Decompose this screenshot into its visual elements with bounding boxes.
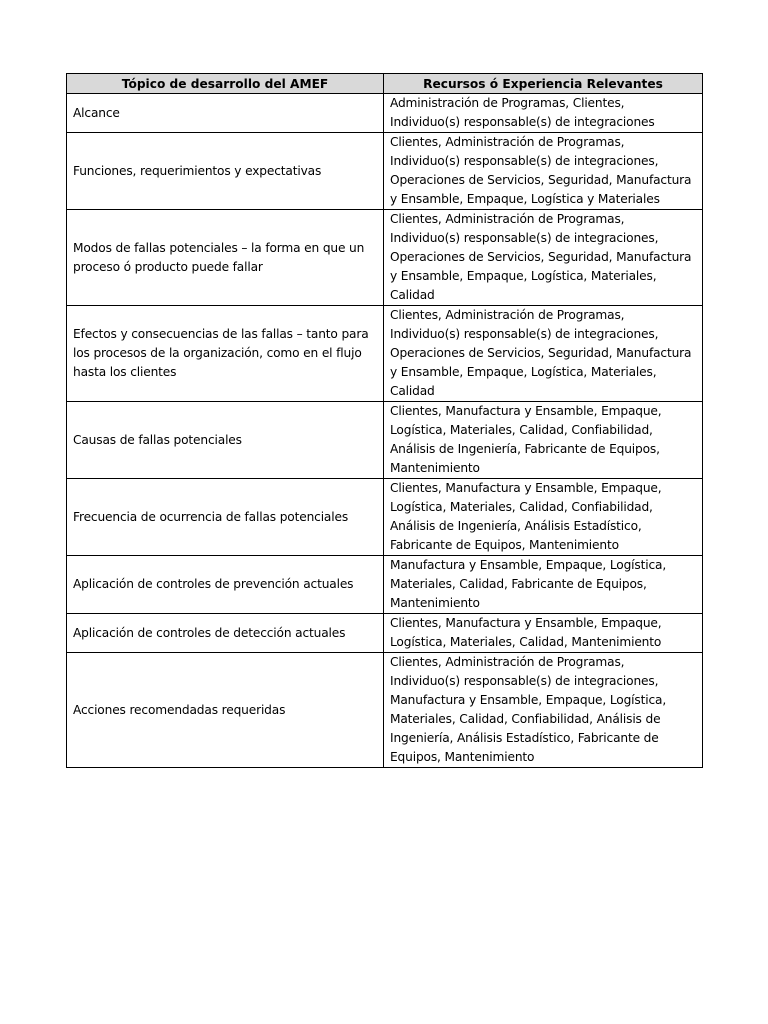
row-topic: Frecuencia de ocurrencia de fallas potenciales <box>67 479 384 556</box>
table-row <box>67 133 703 210</box>
row-resources: Clientes, Manufactura y Ensamble, Empaque, Logística, Materiales, Calidad, Confiabilidad, Análisis de Ingeniería, Fabricante de Equipos, Mantenimiento <box>384 402 703 479</box>
row-topic: Aplicación de controles de detección actuales <box>67 614 384 653</box>
table-row <box>67 556 703 614</box>
table-header-row <box>67 74 703 94</box>
table-row <box>67 479 703 556</box>
row-topic: Acciones recomendadas requeridas <box>67 653 384 768</box>
row-topic: Modos de fallas potenciales – la forma en que un proceso ó producto puede fallar <box>67 210 384 306</box>
table-row <box>67 94 703 133</box>
amef-resources-table <box>66 73 703 768</box>
row-resources: Administración de Programas, Clientes, Individuo(s) responsable(s) de integraciones <box>384 94 703 133</box>
row-topic: Causas de fallas potenciales <box>67 402 384 479</box>
table-row <box>67 402 703 479</box>
row-topic: Aplicación de controles de prevención actuales <box>67 556 384 614</box>
header-resources: Recursos ó Experiencia Relevantes <box>384 74 703 94</box>
table-row <box>67 653 703 768</box>
table-row <box>67 306 703 402</box>
row-resources: Clientes, Administración de Programas, Individuo(s) responsable(s) de integraciones, Operaciones de Servicios, Seguridad, Manufactura y Ensamble, Empaque, Logística y Materiales <box>384 133 703 210</box>
row-resources: Clientes, Manufactura y Ensamble, Empaque, Logística, Materiales, Calidad, Confiabilidad, Análisis de Ingeniería, Análisis Estadístico, Fabricante de Equipos, Mantenimiento <box>384 479 703 556</box>
table-row <box>67 210 703 306</box>
row-resources: Clientes, Administración de Programas, Individuo(s) responsable(s) de integraciones, Operaciones de Servicios, Seguridad, Manufactura y Ensamble, Empaque, Logística, Materiales, Calidad <box>384 306 703 402</box>
row-topic: Alcance <box>67 94 384 133</box>
header-topic: Tópico de desarrollo del AMEF <box>67 74 384 94</box>
row-topic: Efectos y consecuencias de las fallas – tanto para los procesos de la organización, como en el flujo hasta los clientes <box>67 306 384 402</box>
table-row <box>67 614 703 653</box>
row-resources: Manufactura y Ensamble, Empaque, Logística, Materiales, Calidad, Fabricante de Equipos, Mantenimiento <box>384 556 703 614</box>
row-resources: Clientes, Manufactura y Ensamble, Empaque, Logística, Materiales, Calidad, Mantenimiento <box>384 614 703 653</box>
row-resources: Clientes, Administración de Programas, Individuo(s) responsable(s) de integraciones, Manufactura y Ensamble, Empaque, Logística, Materiales, Calidad, Confiabilidad, Análisis de Ingeniería, Análisis Estadístico, Fabricante de Equipos, Mantenimiento <box>384 653 703 768</box>
row-topic: Funciones, requerimientos y expectativas <box>67 133 384 210</box>
row-resources: Clientes, Administración de Programas, Individuo(s) responsable(s) de integraciones, Operaciones de Servicios, Seguridad, Manufactura y Ensamble, Empaque, Logística, Materiales, Calidad <box>384 210 703 306</box>
